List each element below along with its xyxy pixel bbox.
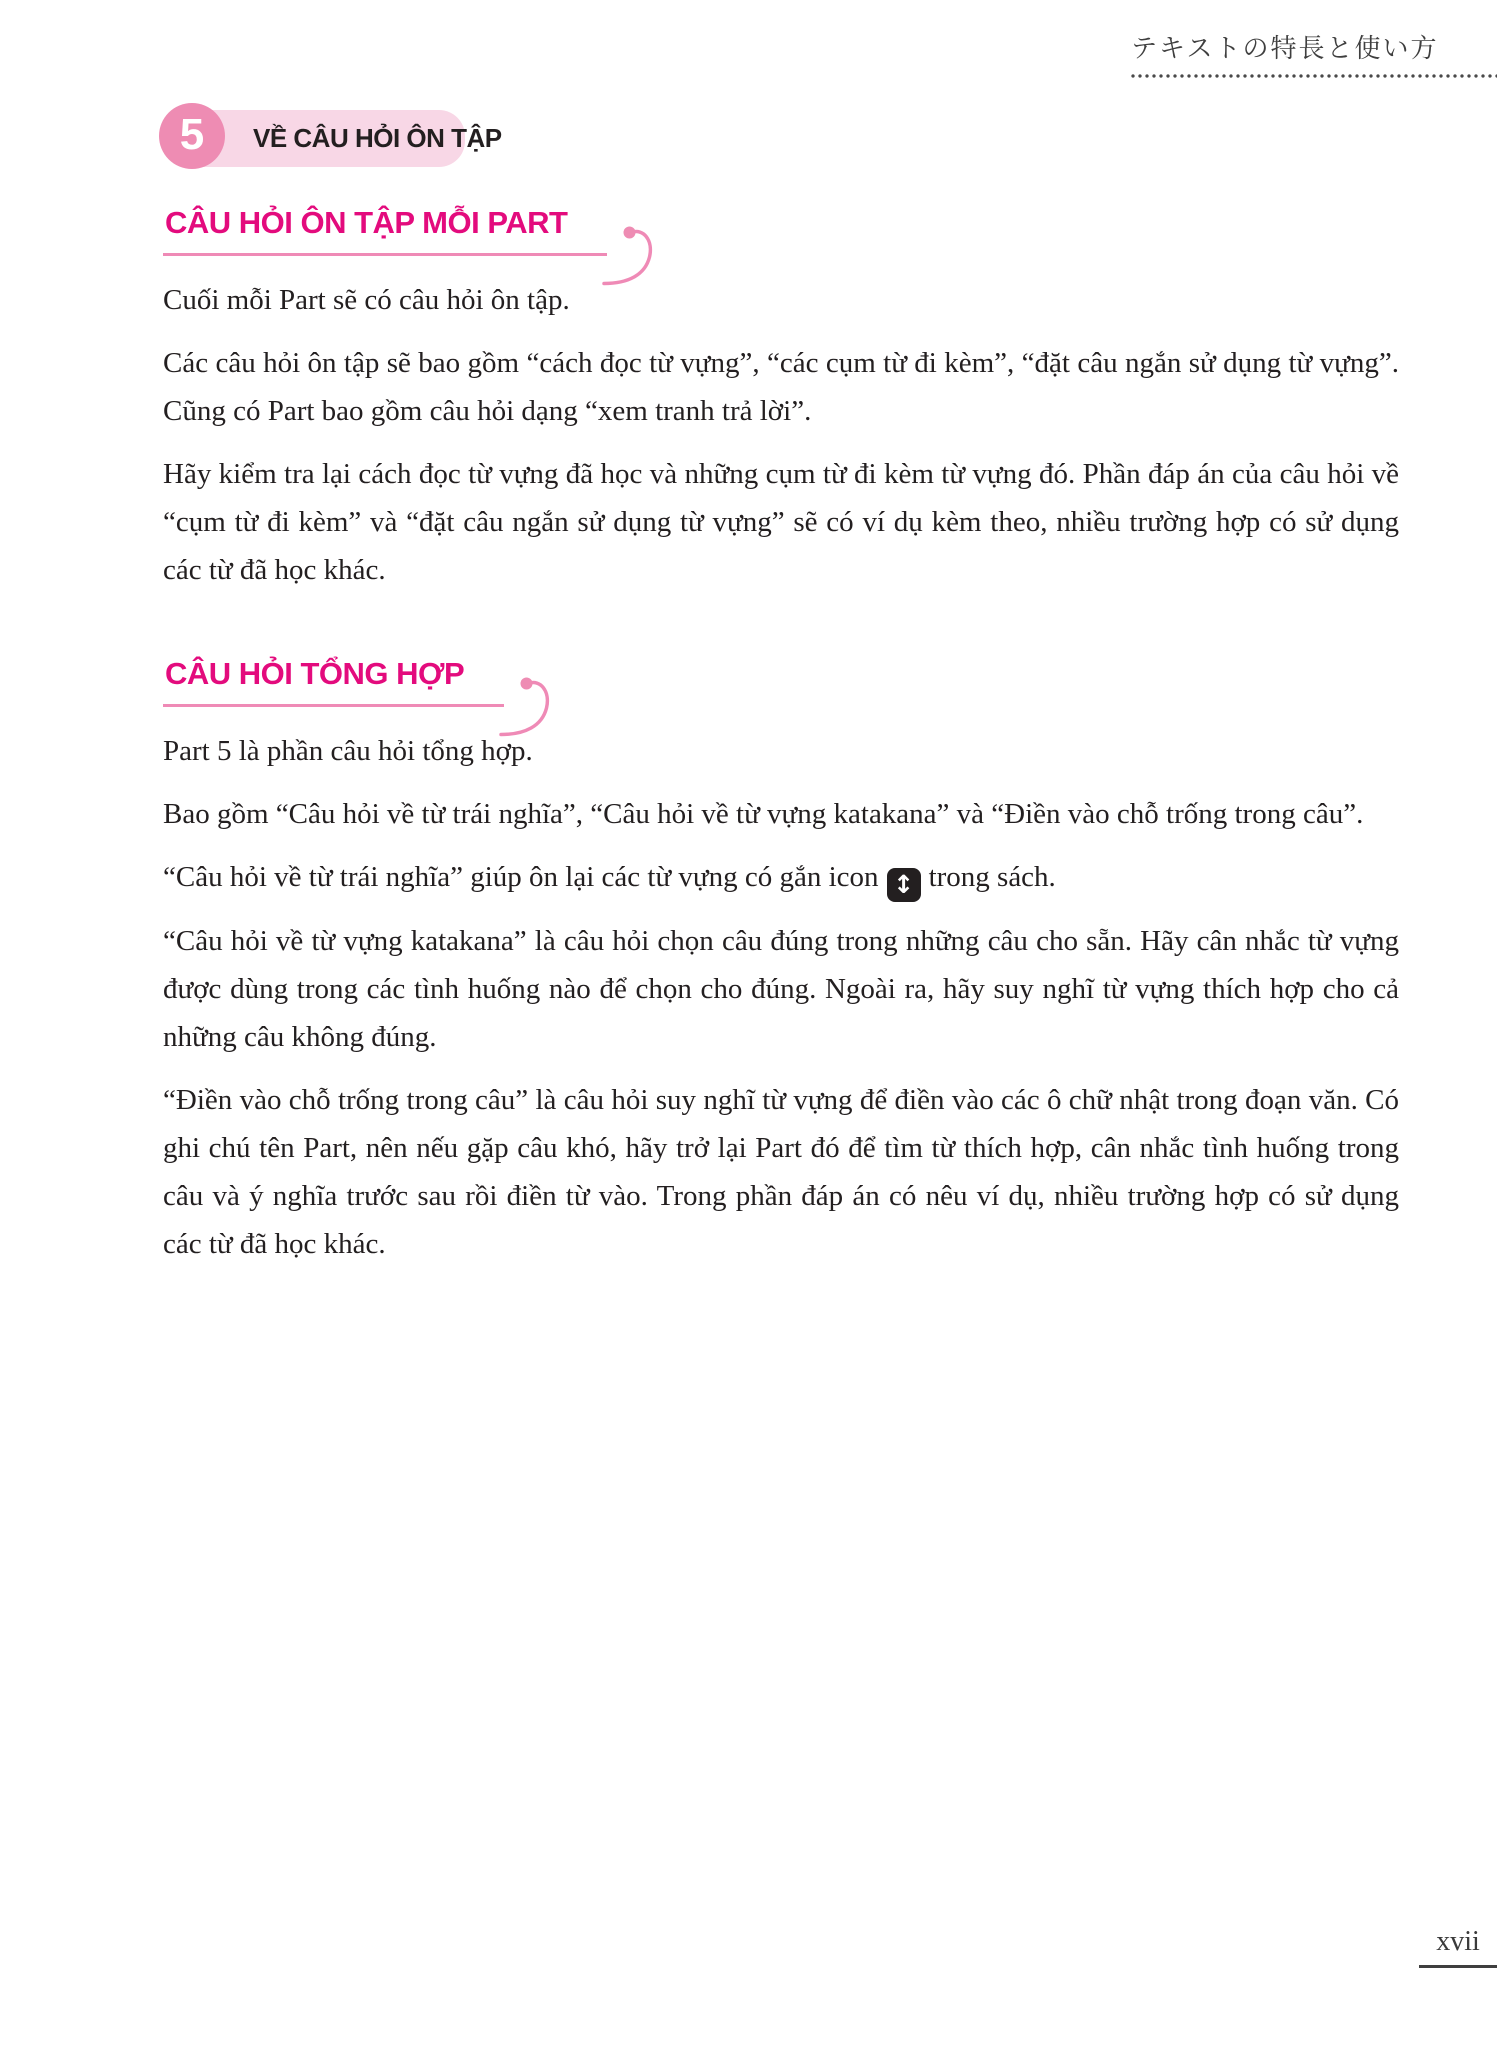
running-head [1119, 28, 1497, 78]
paragraph: Cuối mỗi Part sẽ có câu hỏi ôn tập. [163, 284, 570, 316]
paragraph: Part 5 là phần câu hỏi tổng hợp. [163, 735, 533, 767]
running-head-title: テキストの特長と使い方 [1131, 34, 1439, 64]
page-number [1419, 1926, 1497, 1968]
badge-number: 5 [179, 109, 205, 159]
section-heading [163, 656, 504, 707]
updown-arrow-glyph: ↕ [893, 870, 915, 899]
paragraph: Hãy kiểm tra lại cách đọc từ vựng đã học và những cụm từ đi kèm từ vựng đó. Phần đáp án của câu hỏi về “cụm từ đi kèm” và “đặt câu ngắn sử dụng từ vựng” sẽ có ví dụ kèm theo, nhiều trường hợp có sử dụng các từ đã học khác. [163, 458, 1399, 586]
section-heading-text: CÂU HỎI TỔNG HỢP [165, 656, 465, 691]
section-heading [163, 205, 607, 256]
paragraph: “Điền vào chỗ trống trong câu” là câu hỏi suy nghĩ từ vựng để điền vào các ô chữ nhật trong đoạn văn. Có ghi chú tên Part, nên nếu gặp câu khó, hãy trở lại Part đó để tìm từ thích hợp, cân nhắc tình huống trong câu và ý nghĩa trước sau rồi điền từ vào. Trong phần đáp án có nêu ví dụ, nhiều trường hợp có sử dụng các từ đã học khác. [163, 1083, 1399, 1260]
paragraph-with-icon [163, 853, 1399, 902]
section-on-tap-moi-part [163, 205, 1399, 594]
badge-number-circle [159, 103, 225, 169]
page-content [163, 98, 1399, 1283]
heading-swoosh-icon [604, 221, 662, 287]
section-heading-text: CÂU HỎI ÔN TẬP MỖI PART [165, 205, 568, 240]
section-tong-hop [163, 656, 1399, 1268]
section-badge [159, 103, 1399, 169]
paragraph: Bao gồm “Câu hỏi về từ trái nghĩa”, “Câu hỏi về từ vựng katakana” và “Điền vào chỗ trống trong câu”. [163, 798, 1364, 830]
icon-paragraph-after: trong sách. [928, 861, 1056, 893]
icon-paragraph-before: “Câu hỏi về từ trái nghĩa” giúp ôn lại các từ vựng có gắn icon [163, 861, 879, 893]
paragraph: “Câu hỏi về từ vựng katakana” là câu hỏi chọn câu đúng trong những câu cho sẵn. Hãy cân nhắc từ vựng được dùng trong các tình huống nào để chọn cho đúng. Ngoài ra, hãy suy nghĩ từ vựng thích hợp cho cả những câu không đúng. [163, 924, 1399, 1053]
dotted-rule [1131, 74, 1497, 78]
badge-title: VỀ CÂU HỎI ÔN TẬP [253, 123, 502, 153]
updown-arrow-icon [887, 868, 921, 902]
page-number-text: xvii [1436, 1926, 1480, 1957]
heading-swoosh-icon [501, 672, 559, 738]
paragraph: Các câu hỏi ôn tập sẽ bao gồm “cách đọc từ vựng”, “các cụm từ đi kèm”, “đặt câu ngắn sử dụng từ vựng”. Cũng có Part bao gồm câu hỏi dạng “xem tranh trả lời”. [163, 347, 1399, 427]
